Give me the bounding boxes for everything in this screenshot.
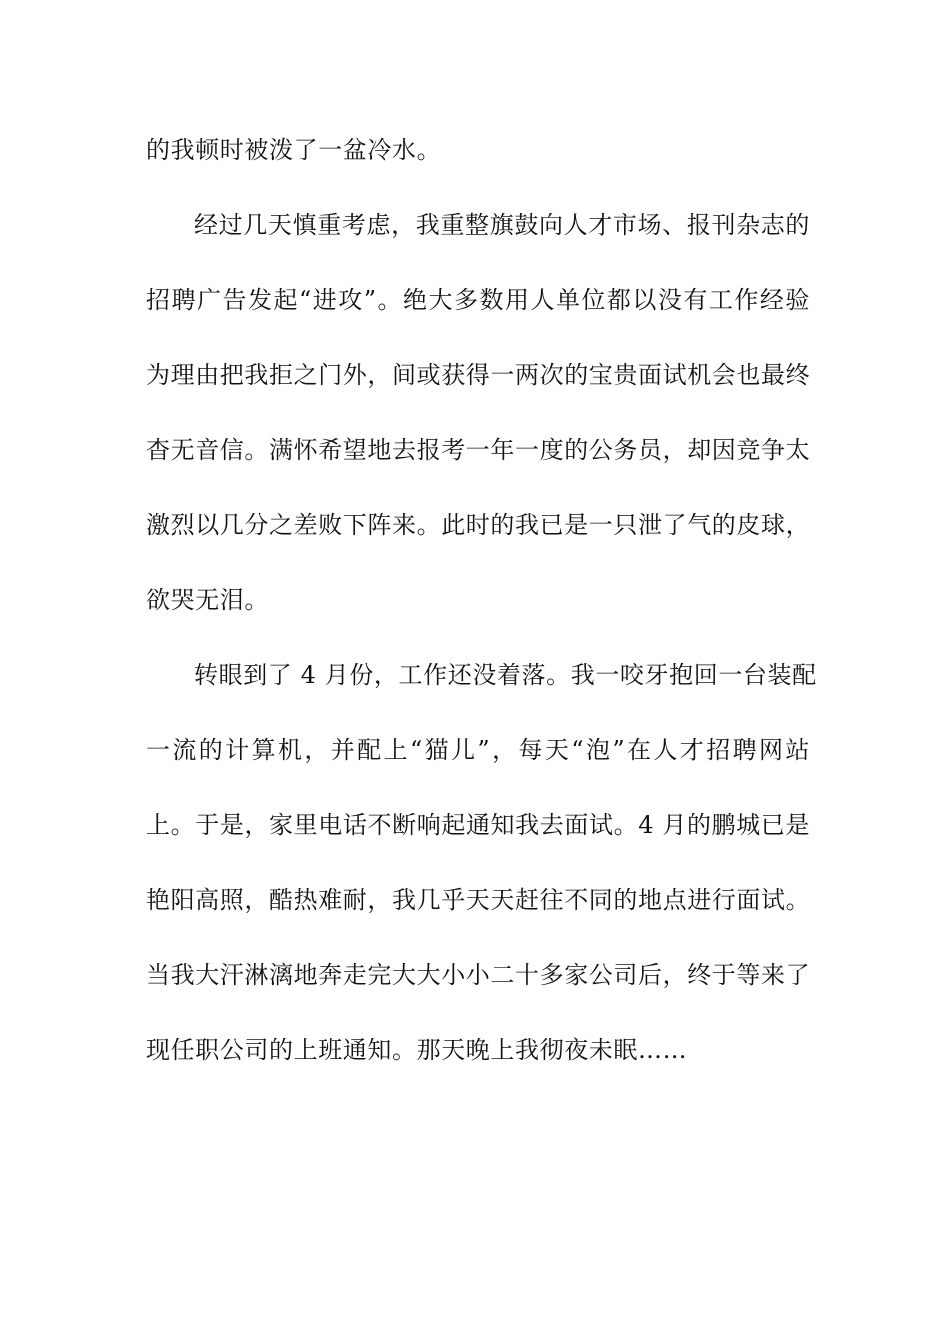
text-line-5: 杳无音信。满怀希望地去报考一年一度的公务员，却因竞争太 [146, 436, 811, 464]
text-line-11: 艳阳高照，酷热难耐，我几乎天天赶往不同的地点进行面试。 [146, 886, 811, 914]
text-line-9: 一流的计算机，并配上“猫儿”，每天“泡”在人才招聘网站 [146, 736, 810, 764]
text-line-13: 现任职公司的上班通知。那天晚上我彻夜未眠…… [146, 1036, 688, 1064]
text-line-6: 激烈以几分之差败下阵来。此时的我已是一只泄了气的皮球， [146, 511, 811, 539]
text-line-2: 经过几天慎重考虑，我重整旗鼓向人才市场、报刊杂志的 [194, 211, 810, 239]
text-line-8: 转眼到了 4 月份，工作还没着落。我一咬牙抱回一台装配 [194, 661, 817, 689]
text-line-7: 欲哭无泪。 [146, 586, 269, 614]
text-line-4: 为理由把我拒之门外，间或获得一两次的宝贵面试机会也最终 [146, 361, 811, 389]
text-line-1: 的我顿时被泼了一盆冷水。 [146, 136, 442, 164]
text-line-10: 上。于是，家里电话不断响起通知我去面试。4 月的鹏城已是 [146, 811, 810, 839]
text-line-3: 招聘广告发起“进攻”。绝大多数用人单位都以没有工作经验 [146, 286, 810, 314]
text-line-12: 当我大汗淋漓地奔走完大大小小二十多家公司后，终于等来了 [146, 961, 811, 989]
